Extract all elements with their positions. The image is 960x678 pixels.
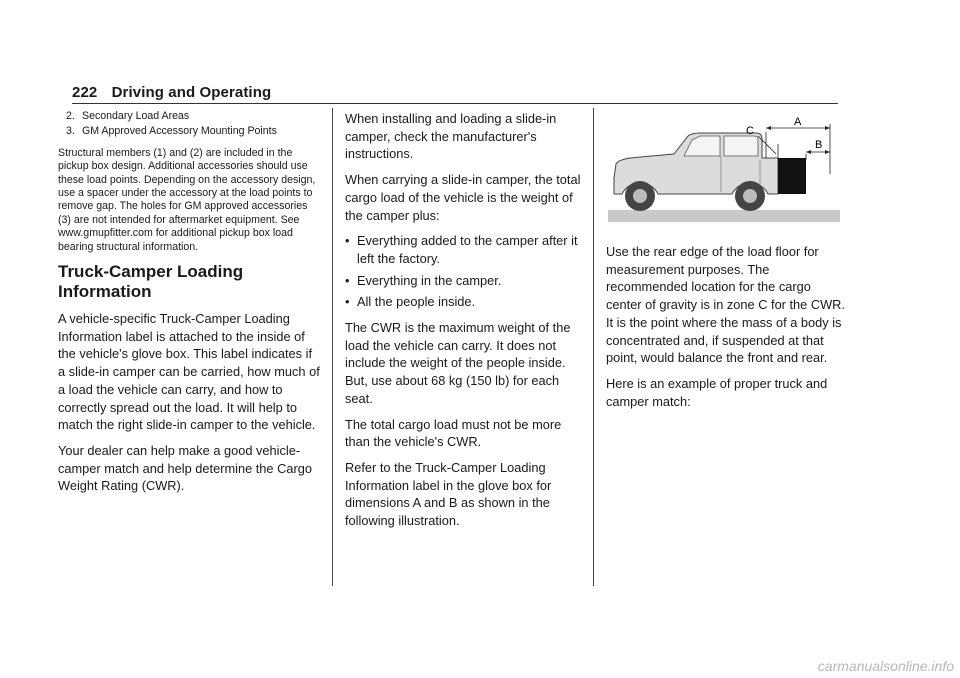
cargo-zone [778,158,806,194]
label-b: B [815,139,823,151]
label-paragraph: A vehicle-specific Truck-Camper Loading Information label is attached to the inside of the vehicle's glove box. This label indicates if a slide-in camper can be carried, how much of a load the vehicle can carry, and how to correctly spread out the load. It will help to match the right slide-in camper to the vehicle. [58,311,320,433]
ground-strip [608,210,840,222]
cargo-bullets [345,232,583,311]
label-c: C [746,125,754,137]
page-header [72,84,271,101]
watermark: carmanualsonline.info [817,658,954,674]
bullet-item [345,293,583,311]
rear-edge-paragraph: Use the rear edge of the load floor for measurement purposes. The recommended location for the cargo center of gravity is in zone C for the CWR. It is the point where the mass of a body is concentrated and, if suspended at that point, would balance the front and rear. [606,244,845,366]
cargo-load-paragraph: When carrying a slide-in camper, the total cargo load of the vehicle is the weight of the camper plus: [345,172,581,223]
cwr-paragraph: The CWR is the maximum weight of the load the vehicle can carry. It does not include the weight of the people inside. But, use about 68 kg (150 lb) for each seat. [345,320,571,406]
bullet-text: All the people inside. [357,294,476,310]
bullet-text: Everything in the camper. [357,272,502,288]
installing-paragraph: When installing and loading a slide-in camper, check the manufacturer's instructions. [345,111,557,162]
page-number: 222 [72,84,98,101]
section-heading: Truck-Camper Loading Information [58,262,244,302]
column-divider-2 [593,108,594,586]
rear-window [724,136,758,156]
dealer-paragraph: Your dealer can help make a good vehicle-camper match and help determine the Cargo Weight Rating (CWR). [58,442,312,494]
bullet-icon: • [345,294,350,310]
truck-camper-illustration [608,114,840,226]
list-item-number: 2. [66,110,75,122]
bullet-icon: • [345,272,350,288]
bullet-text: Everything added to the camper after it left the factory. [357,233,578,266]
column-divider-1 [332,108,333,586]
section-title: Driving and Operating [111,84,272,101]
bullet-icon: • [345,233,350,249]
bullet-item [345,272,583,290]
column-2 [345,110,583,538]
list-item-text: Secondary Load Areas [82,110,190,122]
column-3 [606,110,846,418]
total-cargo-paragraph: The total cargo load must not be more than the vehicle's CWR. [345,416,562,450]
structural-members-paragraph: Structural members (1) and (2) are included in the pickup box design. Additional accessories should use these load points. Depending on the accessory design, use a spacer under the accessory at the load points to remove gap. The holes for GM approved accessories (3) are not intended for aftermarket equipment. See www.gmupfitter.com for additional pickup box load bearing structural information. [58,146,316,253]
list-item-text: GM Approved Accessory Mounting Points [82,125,277,138]
column-1 [58,110,322,503]
accessory-points-list [58,110,322,139]
list-item-number: 3. [66,125,75,138]
list-item [58,125,322,138]
bullet-item [345,232,583,267]
list-item [58,110,322,123]
refer-paragraph: Refer to the Truck-Camper Loading Information label in the glove box for dimensions A and B as shown in the following illustration. [345,459,552,529]
example-paragraph: Here is an example of proper truck and camper match: [606,375,828,409]
header-rule [72,103,838,104]
label-a: A [794,116,802,128]
